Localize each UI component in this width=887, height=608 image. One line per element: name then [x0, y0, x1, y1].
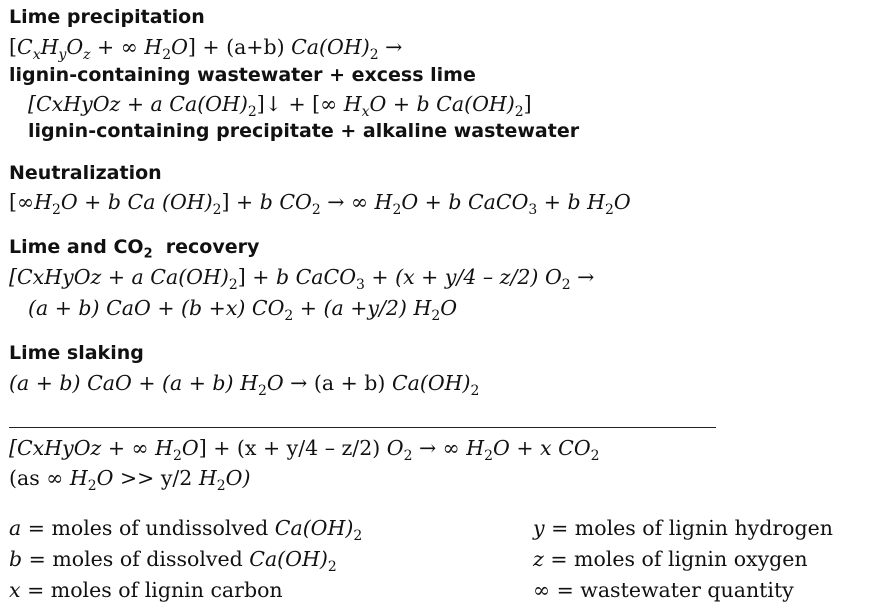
lime-precipitation-equation-2: [CxHyOz + a $Ca(OH)_2]↓$ + [∞ $H_xO + b$ $Ca(OH)_2$] — [28, 92, 532, 120]
legend-item-y: y = moles of lignin hydrogen — [533, 516, 833, 540]
lime-precipitation-caption-2: lignin-containing precipitate + alkaline wastewater — [28, 120, 580, 142]
lime-slaking-heading: Lime slaking — [9, 342, 144, 364]
neutralization-heading: Neutralization — [9, 162, 162, 184]
neutralization-equation: [$\infty H_2O + b$ Ca $(OH)_2] + b$ $CO_2$ → ∞ $H_2O + b$ CaCO$_3$ + b $H_2O$ — [9, 190, 631, 218]
lime-co2-recovery-equation-1: [CxHyOz + a $Ca(OH)_2] + b$ CaCO$_3$ + (x + y/4 – z/2) $O_2$ → — [9, 265, 595, 293]
legend-item-infinity: ∞ = wastewater quantity — [533, 578, 794, 602]
lime-slaking-equation: (a + b) CaO + (a + b) $H_2O \to (a + b)$ $Ca(OH)_2$ — [9, 371, 480, 399]
overall-note: (as ∞ $H_2O >> y/2$ $H_2O$) — [9, 466, 251, 494]
legend-item-x: x = moles of lignin carbon — [9, 578, 283, 602]
overall-equation: [CxHyOz + ∞ $H_2O] + (x + y/4 - z/2) O_2$ → ∞ $H_2O + x$ $CO_2$ — [9, 436, 600, 464]
legend-item-a: a = moles of undissolved $Ca(OH)_2$ — [9, 516, 363, 544]
legend-item-b: b = moles of dissolved $Ca(OH)_2$ — [9, 547, 337, 575]
lime-precipitation-equation-1: [$C_xH_yO_z$ + ∞ $H_2O] + (a+b) Ca(OH)_2$ → — [9, 35, 403, 63]
legend-item-z: z = moles of lignin oxygen — [533, 547, 808, 571]
lime-co2-recovery-heading: Lime and $CO_2$ recovery — [9, 236, 260, 262]
lime-co2-recovery-equation-2: (a + b) CaO + (b +x) $CO_2 + (a +y/2)$ $H_2O$ — [28, 296, 458, 324]
summation-divider — [9, 427, 716, 428]
lime-precipitation-heading: Lime precipitation — [9, 6, 205, 28]
lime-precipitation-caption-1: lignin-containing wastewater + excess lime — [9, 64, 476, 86]
